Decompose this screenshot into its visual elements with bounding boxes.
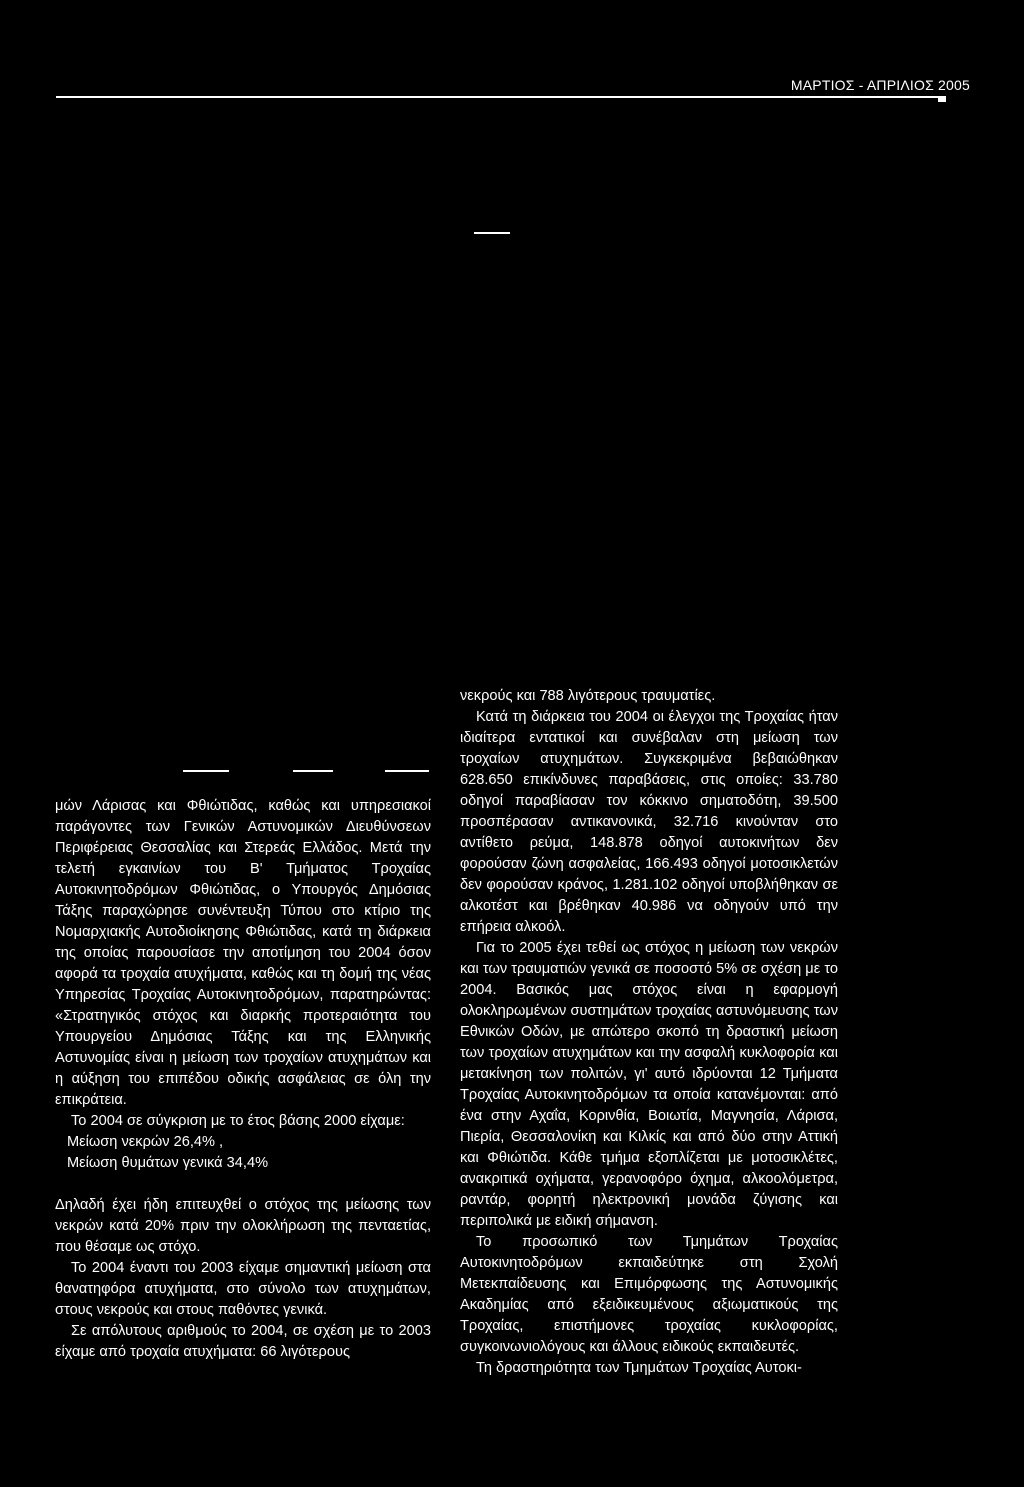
header-rule [56, 96, 943, 98]
paragraph-gap [55, 1174, 431, 1195]
right-paragraph-3: Για το 2005 έχει τεθεί ως στόχος η μείωση των νεκρών και των τραυματιών γενικά σε ποσοστό 5% σε σχέση με το 2004. Βασικός μας στόχος είναι η εφαρμογή ολοκληρωμένων συστημάτων τροχαίας αστυνόμευσης των Εθνικών Οδών, με απώτερο σκοπό τη δραστική μείωση των τροχαίων ατυχημάτων και την ασφαλή κυκλοφορία και μετακίνηση των πολιτών, γι' αυτό ιδρύονται 12 Τμήματα Τροχαίας Αυτοκινητοδρόμων τα οποία κατανέμονται: από ένα στην Αχαΐα, Κορινθία, Βοιωτία, Μαγνησία, Λάρισα, Πιερία, Θεσσαλονίκη και Κιλκίς και από δύο στην Αττική και Φθιώτιδα. Κάθε τμήμα εξοπλίζεται με μοτοσικλέτες, ανακριτικά οχήματα, γερανοφόρο όχημα, αλκοολόμετρα, ραντάρ, φορητή ηλεκτρονική μονάδα ζύγισης και περιπολικά με ειδική σήμανση. [460, 940, 838, 1229]
left-text-column [55, 796, 431, 1363]
stat-deaths-reduction: Μείωση νεκρών 26,4% , [67, 1134, 224, 1150]
right-paragraph-4: Το προσωπικό των Τμημάτων Τροχαίας Αυτοκινητοδρόμων εκπαιδεύτηκε στη Σχολή Μετεκπαίδευσης και Επιμόρφωσης της Αστυνομικής Ακαδημίας από εξειδικευμένους αξιωματικούς της Τροχαίας, επιστήμονες τροχαίας κυκλοφορίας, συγκοινωνιολόγους και άλλους ειδικούς εκπαιδευτές. [460, 1234, 838, 1355]
left-paragraph-2: Το 2004 σε σύγκριση με το έτος βάσης 2000 είχαμε: [71, 1113, 405, 1129]
stat-victims-reduction: Μείωση θυμάτων γενικά 34,4% [67, 1155, 269, 1171]
separator-rule-top [474, 232, 510, 234]
right-paragraph-2: Κατά τη διάρκεια του 2004 οι έλεγχοι της Τροχαίας ήταν ιδιαίτερα εντατικοί και συνέβαλαν στη μείωση των τροχαίων ατυχημάτων. Συγκεκριμένα βεβαιώθηκαν 628.650 επικίνδυνες παραβάσεις, στις οποίες: 33.780 οδηγοί παραβίασαν τον κόκκινο σηματοδότη, 39.500 προσπέρασαν αντικανονικά, 32.716 κινούνταν στο αντίθετο ρεύμα, 148.878 οδηγοί αυτοκινήτων δεν φορούσαν ζώνη ασφαλείας, 166.493 οδηγοί μοτοσικλετών δεν φορούσαν κράνος, 1.281.102 οδηγοί υποβλήθηκαν σε αλκοτέστ και βρέθηκαν 40.986 να οδηγούν υπό την επήρεια αλκοόλ. [460, 709, 838, 935]
left-paragraph-1: μών Λάρισας και Φθιώτιδας, καθώς και υπηρεσιακοί παράγοντες των Γενικών Αστυνομικών Διευθύνσεων Περιφέρειας Θεσσαλίας και Στερεάς Ελλάδος. Μετά την τελετή εγκαινίων του Β' Τμήματος Τροχαίας Αυτοκινητοδρόμων Φθιώτιδας, ο Υπουργός Δημόσιας Τάξης παραχώρησε συνέντευξη Τύπου στο κτίριο της Νομαρχιακής Αυτοδιοίκησης Φθιώτιδας, κατά τη διάρκεια της οποίας παρουσίασε την αποτίμηση του 2004 όσον αφορά τα τροχαία ατυχήματα, καθώς και τη δομή της νέας Υπηρεσίας Τροχαίας Αυτοκινητοδρόμων, παρατηρώντας: «Στρατηγικός στόχος και διαρκής προτεραιότητα του Υπουργείου Δημόσιας Τάξης και της Ελληνικής Αστυνομίας είναι η μείωση των τροχαίων ατυχημάτων και η αύξηση του επιπέδου οδικής ασφάλειας σε όλη την επικράτεια. [55, 798, 431, 1108]
left-paragraph-5: Σε απόλυτους αριθμούς το 2004, σε σχέση με το 2003 είχαμε από τροχαία ατυχήματα: 66 λιγότερους [55, 1323, 431, 1360]
left-paragraph-4: Το 2004 έναντι του 2003 είχαμε σημαντική μείωση στα θανατηφόρα ατυχήματα, στο σύνολο των ατυχημάτων, στους νεκρούς και στους παθόντες γενικά. [55, 1260, 431, 1318]
separator-rule-right [385, 770, 429, 772]
left-paragraph-3: Δηλαδή έχει ήδη επιτευχθεί ο στόχος της μείωσης των νεκρών κατά 20% πριν την ολοκλήρωση της πενταετίας, που θέσαμε ως στόχο. [55, 1197, 431, 1255]
right-paragraph-1: νεκρούς και 788 λιγότερους τραυματίες. [460, 688, 716, 704]
right-text-column [460, 686, 838, 1379]
separator-rule-left [183, 770, 229, 772]
right-paragraph-5: Τη δραστηριότητα των Τμημάτων Τροχαίας Αυτοκι- [476, 1360, 802, 1376]
issue-date-header: ΜΑΡΤΙΟΣ - ΑΠΡΙΛΙΟΣ 2005 [790, 77, 970, 93]
header-rule-mark [938, 96, 946, 102]
separator-rule-middle [293, 770, 333, 772]
